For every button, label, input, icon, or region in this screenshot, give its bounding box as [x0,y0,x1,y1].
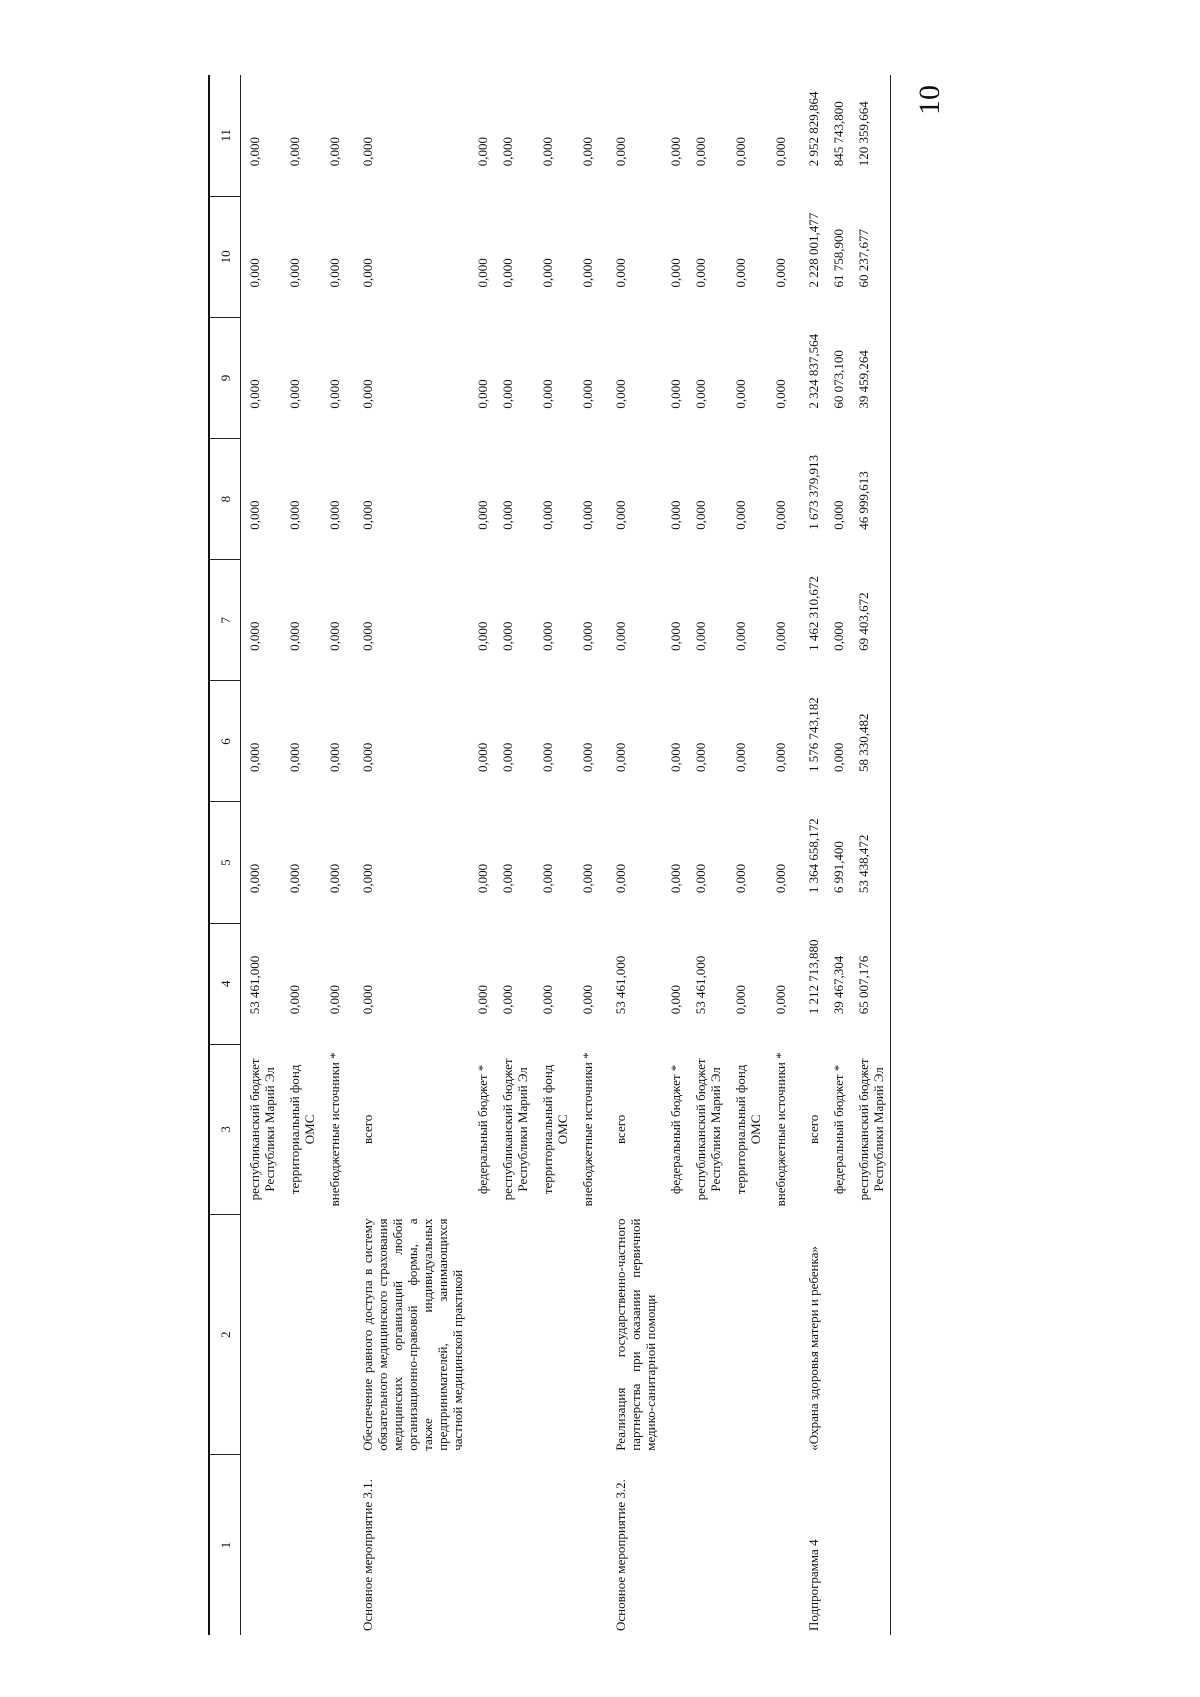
amount-cell: 0,000 [580,379,595,409]
table-row [825,75,850,1635]
item-description-cell [574,1214,599,1454]
table-row [850,75,891,1635]
page-number: 10 [913,85,946,115]
table-row [494,75,534,1635]
amount-cell: 0,000 [500,621,515,651]
amount-cell: 0,000 [287,137,302,167]
item-name-cell [850,1455,891,1635]
amount-cell: 0,000 [287,500,302,530]
amount-cell: 0,000 [540,985,555,1015]
amount-cell: 0,000 [668,258,683,288]
funding-source-cell: всего [360,1114,375,1145]
amount-cell: 0,000 [247,500,262,530]
amount-cell: 0,000 [327,137,342,167]
header-cell: 10 [209,196,241,317]
amount-cell: 1 212 713,880 [806,939,821,1015]
amount-cell: 0,000 [247,863,262,894]
amount-cell: 0,000 [475,742,490,772]
funding-source-cell: федеральный бюджет * [831,1064,846,1195]
amount-cell: 0,000 [360,258,375,288]
item-description-cell: Реализация государственно-частного партнерства при оказании первичной медико-санитарной помощи [613,1218,658,1451]
header-cell: 2 [209,1214,241,1454]
amount-cell: 0,000 [668,137,683,167]
amount-cell: 0,000 [327,985,342,1015]
table-body [241,75,891,1635]
amount-cell: 0,000 [360,985,375,1015]
amount-cell: 1 673 379,913 [806,454,821,530]
amount-cell: 0,000 [247,379,262,409]
header-cell: 3 [209,1044,241,1214]
budget-table [208,75,891,1635]
funding-source-cell: территориальный фонд ОМС [287,1064,317,1195]
item-name-cell [662,1455,687,1635]
amount-cell: 0,000 [580,863,595,894]
item-name-cell: Подпрограмма 4 [806,1539,821,1631]
table-row [792,75,825,1635]
amount-cell: 0,000 [500,985,515,1015]
header-cell: 7 [209,560,241,681]
amount-cell: 53 461,000 [693,955,708,1015]
item-name-cell [534,1455,574,1635]
amount-cell: 845 743,800 [831,101,846,167]
amount-cell: 53 461,000 [613,955,628,1015]
item-description-cell [534,1214,574,1454]
table-row [241,75,282,1635]
amount-cell: 0,000 [327,742,342,772]
amount-cell: 60 237,677 [850,196,891,317]
amount-cell: 0,000 [693,379,708,409]
amount-cell: 0,000 [327,379,342,409]
amount-cell: 0,000 [613,621,628,651]
amount-cell: 0,000 [580,621,595,651]
header-cell: 6 [209,681,241,802]
amount-cell: 0,000 [475,621,490,651]
amount-cell: 0,000 [773,985,788,1015]
amount-cell: 0,000 [668,863,683,894]
amount-cell: 0,000 [668,379,683,409]
amount-cell: 0,000 [580,258,595,288]
amount-cell: 0,000 [668,742,683,772]
amount-cell: 0,000 [580,742,595,772]
header-cell: 8 [209,439,241,560]
item-name-cell [241,1455,282,1635]
funding-source-cell: республиканский бюджет Республики Марий Эл [693,1058,723,1201]
amount-cell: 0,000 [773,742,788,772]
funding-source-cell: внебюджетные источники * [327,1052,342,1207]
amount-cell: 0,000 [247,137,262,167]
amount-cell: 69 403,672 [850,560,891,681]
amount-cell: 61 758,900 [831,228,846,288]
amount-cell: 0,000 [773,258,788,288]
amount-cell: 0,000 [613,258,628,288]
amount-cell: 0,000 [733,863,748,894]
amount-cell: 0,000 [773,863,788,894]
amount-cell: 0,000 [247,742,262,772]
amount-cell: 0,000 [693,258,708,288]
funding-source-cell: внебюджетные источники * [580,1052,595,1207]
amount-cell: 0,000 [475,137,490,167]
amount-cell: 0,000 [360,863,375,894]
amount-cell: 0,000 [327,863,342,894]
amount-cell: 0,000 [475,985,490,1015]
amount-cell: 0,000 [540,742,555,772]
item-name-cell [687,1455,727,1635]
rotated-table-container [208,75,968,1635]
item-name-cell [727,1455,767,1635]
table-row [767,75,792,1635]
amount-cell: 0,000 [540,621,555,651]
item-name-cell [494,1455,534,1635]
funding-source-cell: федеральный бюджет * [668,1064,683,1195]
amount-cell: 58 330,482 [850,681,891,802]
amount-cell: 0,000 [540,258,555,288]
amount-cell: 0,000 [733,985,748,1015]
item-description-cell [687,1214,727,1454]
amount-cell: 0,000 [580,137,595,167]
table-row [574,75,599,1635]
amount-cell: 0,000 [773,500,788,530]
amount-cell: 0,000 [773,621,788,651]
amount-cell: 0,000 [693,137,708,167]
amount-cell: 0,000 [287,621,302,651]
header-row [209,75,241,1635]
table-row [599,75,662,1635]
item-description-cell [825,1214,850,1454]
amount-cell: 0,000 [360,621,375,651]
amount-cell: 0,000 [668,500,683,530]
amount-cell: 0,000 [287,863,302,894]
header-cell: 4 [209,923,241,1044]
item-description-cell [727,1214,767,1454]
amount-cell: 0,000 [247,621,262,651]
amount-cell: 2 228 001,477 [806,212,821,288]
amount-cell: 0,000 [475,379,490,409]
amount-cell: 0,000 [287,742,302,772]
item-name-cell [281,1455,321,1635]
amount-cell: 1 576 743,182 [806,697,821,772]
item-description-cell [850,1214,891,1454]
amount-cell: 0,000 [733,137,748,167]
amount-cell: 39 467,304 [831,955,846,1015]
table-row [346,75,469,1635]
funding-source-cell: республиканский бюджет Республики Марий Эл [247,1058,277,1201]
table-row [321,75,346,1635]
amount-cell: 0,000 [733,258,748,288]
amount-cell: 0,000 [540,863,555,894]
funding-source-cell: территориальный фонд ОМС [540,1064,570,1195]
table-row [687,75,727,1635]
funding-source-cell: территориальный фонд ОМС [733,1064,763,1195]
amount-cell: 65 007,176 [850,923,891,1044]
amount-cell: 0,000 [500,742,515,772]
amount-cell: 39 459,264 [850,317,891,438]
amount-cell: 0,000 [693,863,708,894]
funding-source-cell: всего [613,1114,628,1145]
amount-cell: 0,000 [475,258,490,288]
table-row [534,75,574,1635]
item-description-cell [469,1214,494,1454]
amount-cell: 0,000 [360,379,375,409]
amount-cell: 0,000 [475,863,490,894]
amount-cell: 1 364 658,172 [806,818,821,894]
amount-cell: 1 462 310,672 [806,576,821,651]
item-description-cell [662,1214,687,1454]
amount-cell: 0,000 [693,621,708,651]
amount-cell: 0,000 [773,137,788,167]
amount-cell: 0,000 [360,742,375,772]
amount-cell: 0,000 [500,500,515,530]
table-row [281,75,321,1635]
funding-source-cell: внебюджетные источники * [773,1052,788,1207]
amount-cell: 0,000 [580,985,595,1015]
amount-cell: 0,000 [733,621,748,651]
amount-cell: 6 991,400 [831,841,846,894]
amount-cell: 60 073,100 [831,350,846,409]
amount-cell: 0,000 [287,379,302,409]
amount-cell: 0,000 [831,742,846,772]
amount-cell: 46 999,613 [850,439,891,560]
amount-cell: 0,000 [540,379,555,409]
amount-cell: 0,000 [733,500,748,530]
amount-cell: 0,000 [327,621,342,651]
item-name-cell [825,1455,850,1635]
amount-cell: 0,000 [327,258,342,288]
funding-source-cell: федеральный бюджет * [475,1064,490,1195]
amount-cell: 0,000 [287,985,302,1015]
amount-cell: 0,000 [500,863,515,894]
amount-cell: 0,000 [733,742,748,772]
amount-cell: 0,000 [500,137,515,167]
item-description-cell [321,1214,346,1454]
amount-cell: 0,000 [540,500,555,530]
item-name-cell [469,1455,494,1635]
amount-cell: 0,000 [360,137,375,167]
amount-cell: 0,000 [773,379,788,409]
amount-cell: 0,000 [500,379,515,409]
amount-cell: 0,000 [613,863,628,894]
amount-cell: 0,000 [613,379,628,409]
item-description-cell [494,1214,534,1454]
amount-cell: 0,000 [613,500,628,530]
amount-cell: 0,000 [500,258,515,288]
amount-cell: 0,000 [668,621,683,651]
funding-source-cell: республиканский бюджет Республики Марий Эл [500,1058,530,1201]
amount-cell: 0,000 [580,500,595,530]
amount-cell: 53 438,472 [850,802,891,923]
amount-cell: 0,000 [831,500,846,530]
item-name-cell: Основное мероприятие 3.2. [613,1479,628,1631]
amount-cell: 0,000 [540,137,555,167]
table-row [662,75,687,1635]
amount-cell: 53 461,000 [247,955,262,1015]
amount-cell: 0,000 [831,621,846,651]
header-cell: 11 [209,75,241,196]
item-name-cell [767,1455,792,1635]
amount-cell: 0,000 [668,985,683,1015]
item-description-cell [241,1214,282,1454]
amount-cell: 0,000 [360,500,375,530]
amount-cell: 0,000 [693,742,708,772]
item-name-cell [574,1455,599,1635]
item-description-cell: Обеспечение равного доступа в систему обязательного медицинского страхования медицинских организаций любой организационно-правовой формы, а также индивидуальных предпринимателей, занимающихся частной медицинской практикой [360,1218,465,1451]
amount-cell: 120 359,664 [850,75,891,196]
header-cell: 1 [209,1455,241,1635]
amount-cell: 0,000 [693,500,708,530]
item-description-cell [767,1214,792,1454]
amount-cell: 2 324 837,564 [806,333,821,409]
item-name-cell: Основное мероприятие 3.1. [360,1479,375,1631]
item-description-cell [281,1214,321,1454]
table-row [469,75,494,1635]
amount-cell: 0,000 [733,379,748,409]
table-row [727,75,767,1635]
amount-cell: 0,000 [287,258,302,288]
amount-cell: 0,000 [475,500,490,530]
amount-cell: 0,000 [247,258,262,288]
amount-cell: 2 952 829,864 [806,91,821,167]
header-cell: 9 [209,317,241,438]
item-name-cell [321,1455,346,1635]
item-description-cell: «Охрана здоровья матери и ребенка» [806,1246,821,1451]
header-cell: 5 [209,802,241,923]
amount-cell: 0,000 [327,500,342,530]
funding-source-cell: республиканский бюджет Республики Марий Эл [850,1044,891,1214]
amount-cell: 0,000 [613,742,628,772]
amount-cell: 0,000 [613,137,628,167]
funding-source-cell: всего [806,1114,821,1145]
